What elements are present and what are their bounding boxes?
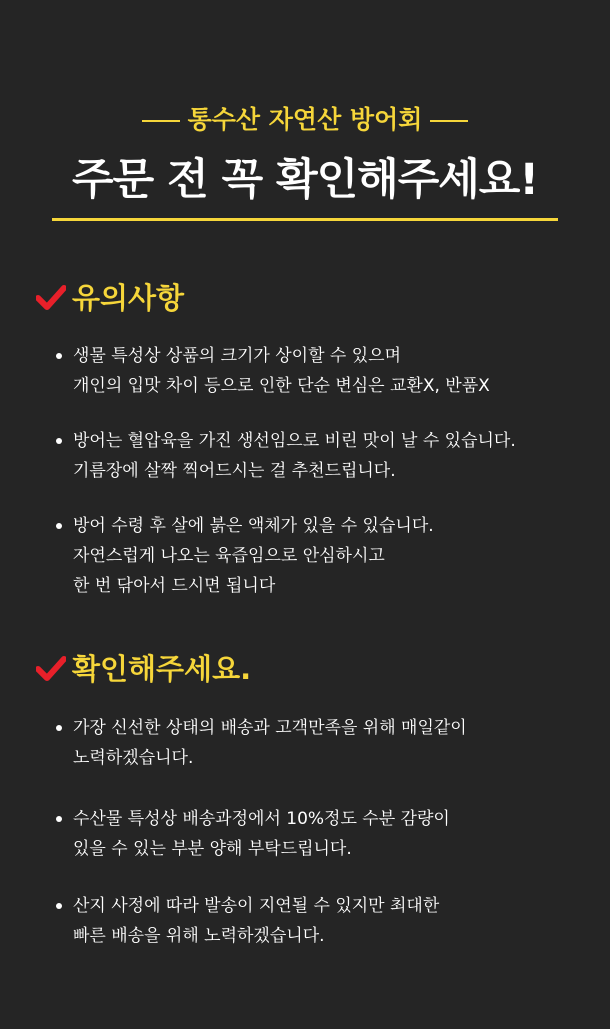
bullet xyxy=(56,725,62,731)
item-line: 자연스럽게 나오는 육즙임으로 안심하시고 xyxy=(73,546,385,566)
item-line: 기름장에 살짝 찍어드시는 걸 추천드립니다. xyxy=(73,461,396,481)
item-line: 가장 신선한 상태의 배송과 고객만족을 위해 매일같이 xyxy=(73,718,467,738)
list-item xyxy=(56,713,576,773)
bullet xyxy=(56,816,62,822)
section-heading-label: 유의사항 xyxy=(72,281,185,315)
item-line: 방어는 혈압육을 가진 생선임으로 비린 맛이 날 수 있습니다. xyxy=(73,431,516,451)
bullet xyxy=(56,903,62,909)
item-line: 수산물 특성상 배송과정에서 10%정도 수분 감량이 xyxy=(73,809,450,829)
item-line: 방어 수령 후 살에 붉은 액체가 있을 수 있습니다. xyxy=(73,516,434,536)
page-title: 주문 전 꼭 확인해주세요! xyxy=(72,155,538,205)
item-line: 빠른 배송을 위해 노력하겠습니다. xyxy=(73,926,325,946)
list-item xyxy=(56,511,576,601)
subtitle: 통수산 자연산 방어회 xyxy=(187,105,423,134)
bullet xyxy=(56,353,62,359)
item-line: 개인의 입맛 차이 등으로 인한 단순 변심은 교환X, 반품X xyxy=(73,376,490,396)
bullet xyxy=(56,523,62,529)
section-heading-label: 확인해주세요. xyxy=(72,652,252,686)
list-item xyxy=(56,804,576,864)
subtitle-left-dash xyxy=(142,120,180,122)
bullet xyxy=(56,438,62,444)
section-heading-notice xyxy=(36,278,184,318)
section-heading-confirm xyxy=(36,649,251,689)
subtitle-right-dash xyxy=(430,120,468,122)
checkmark-icon xyxy=(36,656,66,682)
item-line: 산지 사정에 따라 발송이 지연될 수 있지만 최대한 xyxy=(73,896,440,916)
checkmark-icon xyxy=(36,285,66,311)
list-item xyxy=(56,341,576,401)
item-line: 한 번 닦아서 드시면 됩니다 xyxy=(73,576,276,596)
title-underline xyxy=(52,218,558,221)
item-line: 있을 수 있는 부분 양해 부탁드립니다. xyxy=(73,839,352,859)
subtitle-row xyxy=(0,104,610,136)
item-line: 생물 특성상 상품의 크기가 상이할 수 있으며 xyxy=(73,346,402,366)
item-line: 노력하겠습니다. xyxy=(73,748,194,768)
list-item xyxy=(56,891,576,951)
list-item xyxy=(56,426,576,486)
